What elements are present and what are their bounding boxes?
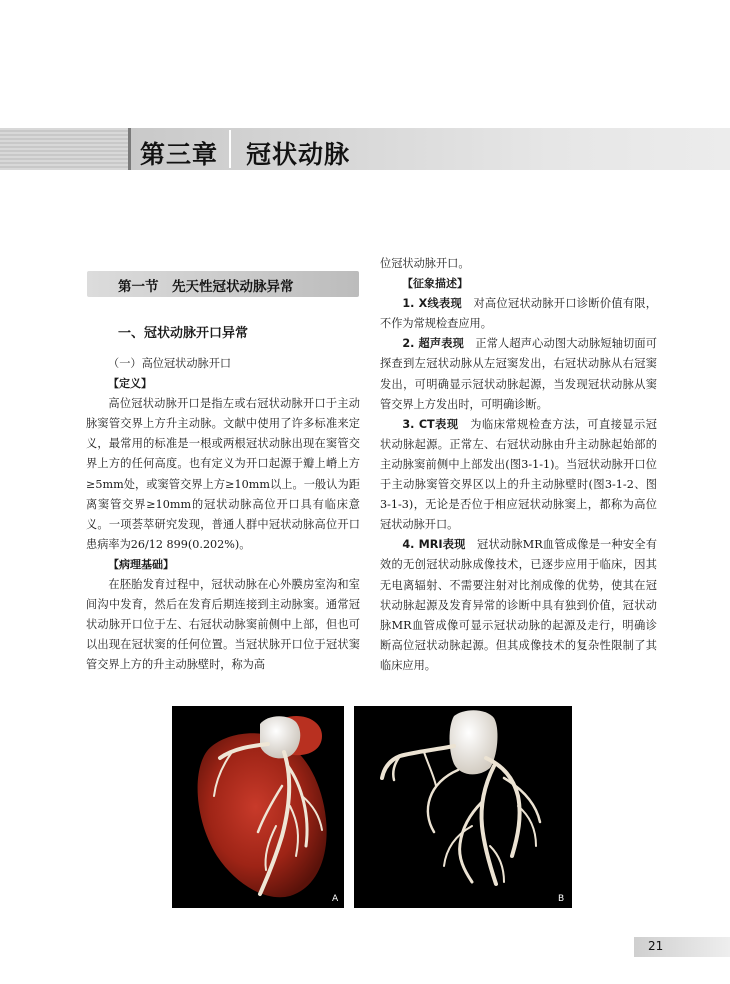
ct-text: 为临床常规检查方法，可直接显示冠状动脉起源。正常左、右冠状动脉由升主动脉起始部的主动脉窦前侧中上部发出(图3-1-1)。当冠状动脉开口位于主动脉窦管交界区以上的升主动脉壁时(图3-1-2、图3-1-3)，无论是否位于相应冠状动脉窦上，都称为高位冠状动脉开口。 bbox=[380, 417, 657, 532]
ct-paragraph bbox=[380, 415, 657, 536]
heart-3d-render bbox=[172, 706, 344, 908]
mri-label: 4. MRI表现 bbox=[402, 538, 466, 552]
coronary-tree-render bbox=[354, 706, 572, 908]
mri-text: 冠状动脉MR血管成像是一种安全有效的无创冠状动脉成像技术，已逐步应用于临床，因其无电离辐射、不需要注射对比剂成像的优势，使其在冠状动脉起源及发育异常的诊断中具有独到价值，冠状动脉MR血管成像可显示冠状动脉的起源及走行，明确诊断高位冠状动脉起源。但其成像技术的复杂性限制了其临床应用。 bbox=[380, 538, 657, 672]
xray-label: 1. X线表现 bbox=[402, 297, 462, 311]
signs-tag: 【征象描述】 bbox=[402, 277, 468, 291]
pathology-paragraph: 在胚胎发育过程中，冠状动脉在心外膜房室沟和室间沟中发育，然后在发育后期连接到主动脉窦。通常冠状动脉开口位于左、右冠状动脉窦前侧中上部，但也可以出现在冠状窦的任何位置。当冠状脉开口位于冠状窦管交界上方的升主动脉壁时，称为高 bbox=[86, 578, 360, 672]
figure-a-label: A bbox=[332, 894, 339, 904]
section-title: 第一节 先天性冠状动脉异常 bbox=[118, 279, 294, 295]
left-column bbox=[86, 354, 360, 676]
chapter-divider bbox=[229, 130, 231, 168]
chapter-title-box bbox=[128, 128, 730, 170]
chapter-title: 冠状动脉 bbox=[246, 140, 351, 169]
definition-paragraph: 高位冠状动脉开口是指左或右冠状动脉开口于主动脉窦管交界上方升主动脉。文献中使用了许多标准来定义，最常用的标准是一根或两根冠状动脉出现在窦管交界上方的任何高度。也有定义为开口起源于瓣上嵴上方≥5mm处，或窦管交界上方≥10mm以上。一般认为距离窦管交界≥10mm的冠状动脉高位开口具有临床意义。一项荟萃研究发现，普通人群中冠状动脉高位开口患病率为26/12 899(0.202%)。 bbox=[86, 397, 360, 551]
figure-b-image bbox=[354, 706, 572, 908]
mri-paragraph bbox=[380, 535, 657, 676]
ultrasound-label: 2. 超声表现 bbox=[402, 337, 464, 351]
ct-label: 3. CT表现 bbox=[402, 417, 459, 431]
xray-paragraph bbox=[380, 294, 657, 334]
ultrasound-paragraph bbox=[380, 334, 657, 414]
figure-b-label: B bbox=[558, 894, 565, 904]
pathology-tag: 【病理基础】 bbox=[108, 557, 174, 571]
ultrasound-text: 正常人超声心动图大动脉短轴切面可探查到左冠状动脉从左冠窦发出，右冠状动脉从右冠窦发出，可明确显示冠状动脉起源，当发现冠状动脉从窦管交界上方发出时，可明确诊断。 bbox=[380, 337, 657, 411]
figure-a-image bbox=[172, 706, 344, 908]
definition-tag: 【定义】 bbox=[108, 377, 152, 391]
xray-text: 对高位冠状动脉开口诊断价值有限，不作为常规检查应用。 bbox=[380, 297, 657, 331]
heading-level-2: （一）高位冠状动脉开口 bbox=[108, 357, 232, 370]
chapter-number: 第三章 bbox=[140, 140, 219, 169]
heading-level-1: 一、冠状动脉开口异常 bbox=[118, 326, 249, 341]
continuation-text: 位冠状动脉开口。 bbox=[380, 257, 470, 270]
right-column bbox=[380, 254, 657, 676]
page-number: 21 bbox=[648, 939, 664, 953]
